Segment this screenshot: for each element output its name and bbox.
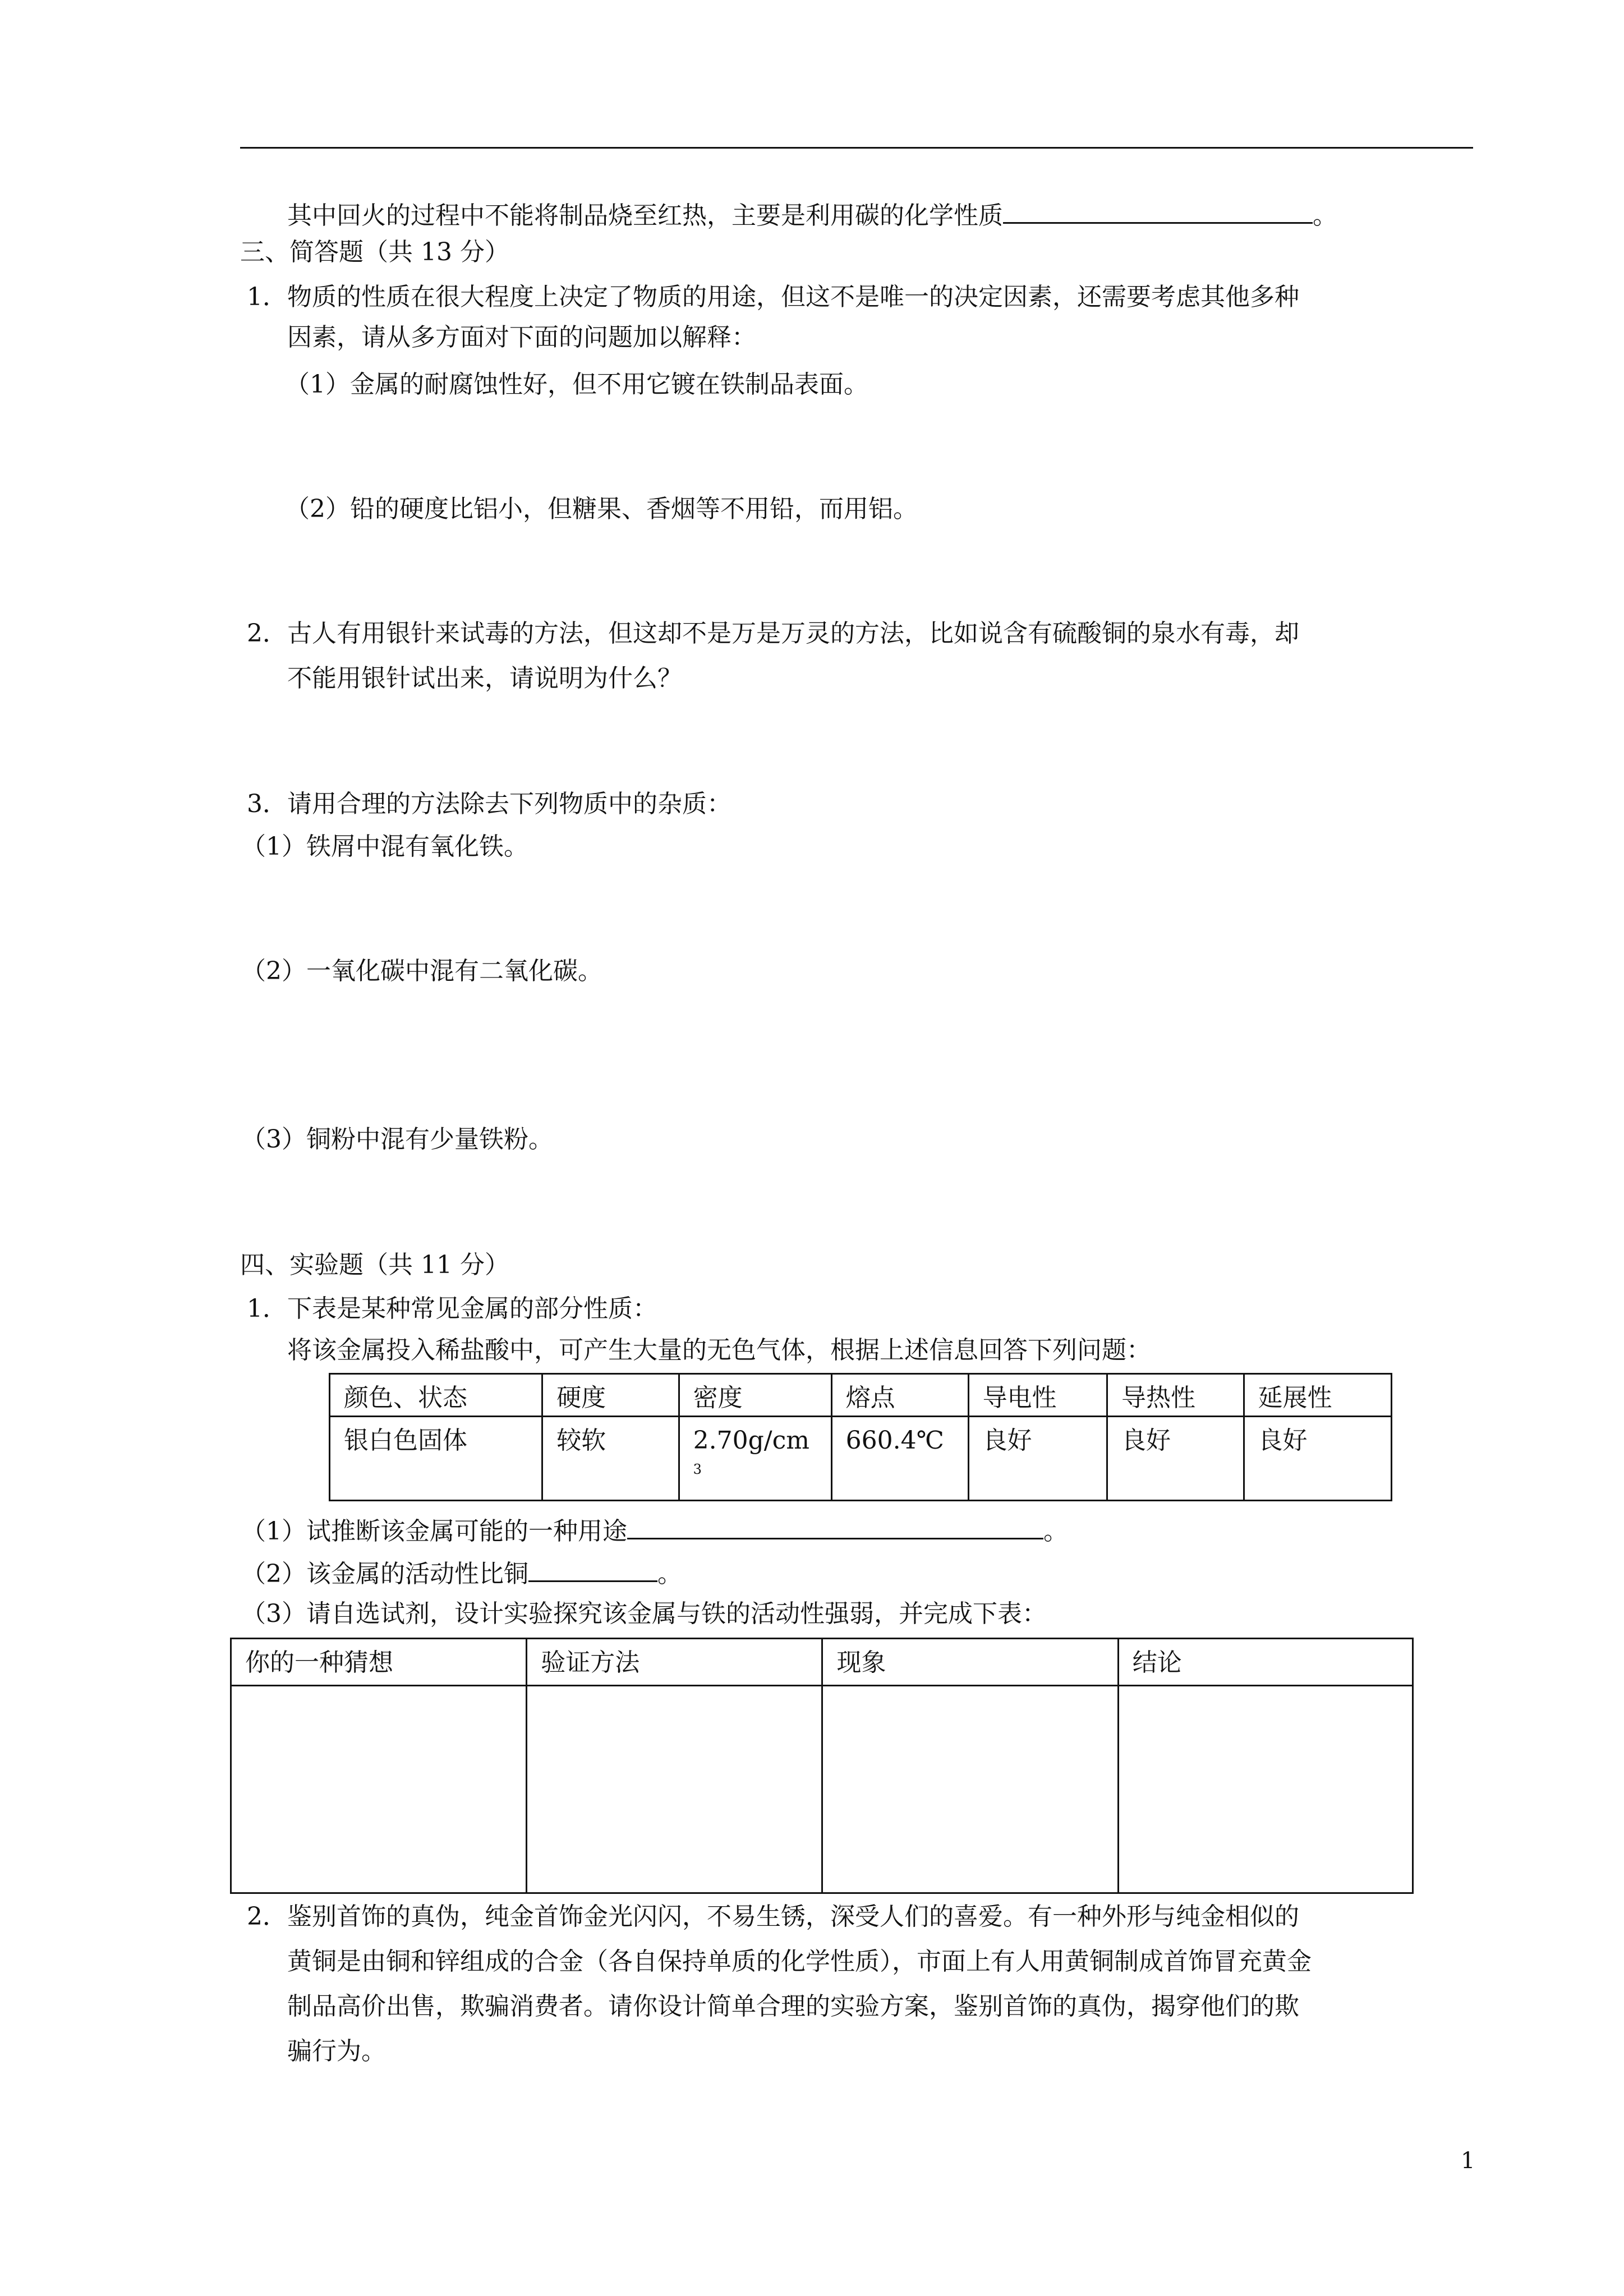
props-header-cell: 延展性: [1244, 1374, 1391, 1417]
exp-header-cell: 现象: [822, 1639, 1118, 1686]
q3-part-3: （3）铜粉中混有少量铁粉。: [241, 1125, 553, 1154]
e2-line-d: 骗行为。: [287, 2037, 386, 2066]
exp-header-cell: 你的一种猜想: [231, 1639, 527, 1686]
exp-answer-cell[interactable]: [527, 1686, 822, 1893]
continued-line: [287, 196, 1337, 233]
exp-header-row: [231, 1639, 1413, 1686]
e1-line-a: 1．下表是某种常见金属的部分性质：: [247, 1294, 657, 1323]
props-value-cell: 良好: [1107, 1417, 1244, 1501]
props-header-cell: 硬度: [542, 1374, 679, 1417]
props-value-cell: 银白色固体: [330, 1417, 542, 1501]
props-value-cell: 较软: [542, 1417, 679, 1501]
answer-blank-carbon[interactable]: [1003, 196, 1313, 224]
exp-header-cell: 结论: [1118, 1639, 1413, 1686]
e1-2-end: 。: [657, 1560, 682, 1588]
e1-part-2: [241, 1555, 682, 1591]
header-rule: [240, 147, 1473, 149]
q1-part-1: （1）金属的耐腐蚀性好，但不用它镀在铁制品表面。: [285, 370, 868, 399]
props-header-row: [330, 1374, 1392, 1417]
q2-line-a: 2．古人有用银针来试毒的方法，但这却不是万是万灵的方法，比如说含有硫酸铜的泉水有毒，却: [247, 619, 1299, 648]
q1-part-2: （2）铅的硬度比铝小，但糖果、香烟等不用铅，而用铝。: [285, 495, 918, 523]
section-3-heading: 三、简答题（共 13 分）: [240, 238, 509, 266]
experiment-design-table: [230, 1638, 1414, 1894]
props-density-cell: [679, 1417, 831, 1501]
exp-answer-cell[interactable]: [822, 1686, 1118, 1893]
density-exponent: 3: [693, 1461, 702, 1477]
q1-line-a: 1．物质的性质在很大程度上决定了物质的用途，但这不是唯一的决定因素，还需要考虑其他多种: [247, 283, 1299, 311]
answer-blank-use[interactable]: [627, 1512, 1043, 1539]
exp-answer-row: [231, 1686, 1413, 1893]
l1-text: 其中回火的过程中不能将制品烧至红热，主要是利用碳的化学性质: [287, 201, 1003, 230]
e1-1-end: 。: [1043, 1517, 1068, 1546]
metal-properties-table: [329, 1373, 1392, 1501]
q3-heading: 3．请用合理的方法除去下列物质中的杂质：: [247, 790, 732, 818]
props-value-cell: 良好: [968, 1417, 1107, 1501]
l1-end: 。: [1313, 201, 1337, 230]
props-header-cell: 颜色、状态: [330, 1374, 542, 1417]
section-4-heading: 四、实验题（共 11 分）: [240, 1251, 509, 1279]
props-header-cell: 密度: [679, 1374, 831, 1417]
props-value-cell: 660.4℃: [831, 1417, 968, 1501]
e1-1-text: （1）试推断该金属可能的一种用途: [241, 1517, 627, 1546]
e2-line-a: 2．鉴别首饰的真伪，纯金首饰金光闪闪，不易生锈，深受人们的喜爱。有一种外形与纯金相似的: [247, 1902, 1299, 1931]
e1-part-3: （3）请自选试剂，设计实验探究该金属与铁的活动性强弱，并完成下表：: [241, 1599, 1047, 1628]
props-header-cell: 熔点: [831, 1374, 968, 1417]
page-number: 1: [1461, 2148, 1475, 2174]
exp-answer-cell[interactable]: [231, 1686, 527, 1893]
density-value: 2.70g/cm: [693, 1426, 809, 1455]
exp-header-cell: 验证方法: [527, 1639, 822, 1686]
exp-answer-cell[interactable]: [1118, 1686, 1413, 1893]
props-value-cell: 良好: [1244, 1417, 1391, 1501]
q3-part-2: （2）一氧化碳中混有二氧化碳。: [241, 957, 602, 985]
props-header-cell: 导电性: [968, 1374, 1107, 1417]
e1-part-1: [241, 1512, 1068, 1548]
q2-line-b: 不能用银针试出来，请说明为什么？: [287, 664, 682, 693]
q3-part-1: （1）铁屑中混有氧化铁。: [241, 832, 528, 861]
e2-line-b: 黄铜是由铜和锌组成的合金（各自保持单质的化学性质），市面上有人用黄铜制成首饰冒充黄金: [287, 1947, 1312, 1976]
e2-line-c: 制品高价出售，欺骗消费者。请你设计简单合理的实验方案，鉴别首饰的真伪，揭穿他们的欺: [287, 1992, 1299, 2021]
e1-line-b: 将该金属投入稀盐酸中，可产生大量的无色气体，根据上述信息回答下列问题：: [287, 1336, 1151, 1364]
e1-2-text: （2）该金属的活动性比铜: [241, 1560, 528, 1588]
answer-blank-activity[interactable]: [528, 1555, 657, 1582]
props-header-cell: 导热性: [1107, 1374, 1244, 1417]
props-value-row: [330, 1417, 1392, 1501]
q1-line-b: 因素，请从多方面对下面的问题加以解释：: [287, 323, 756, 352]
